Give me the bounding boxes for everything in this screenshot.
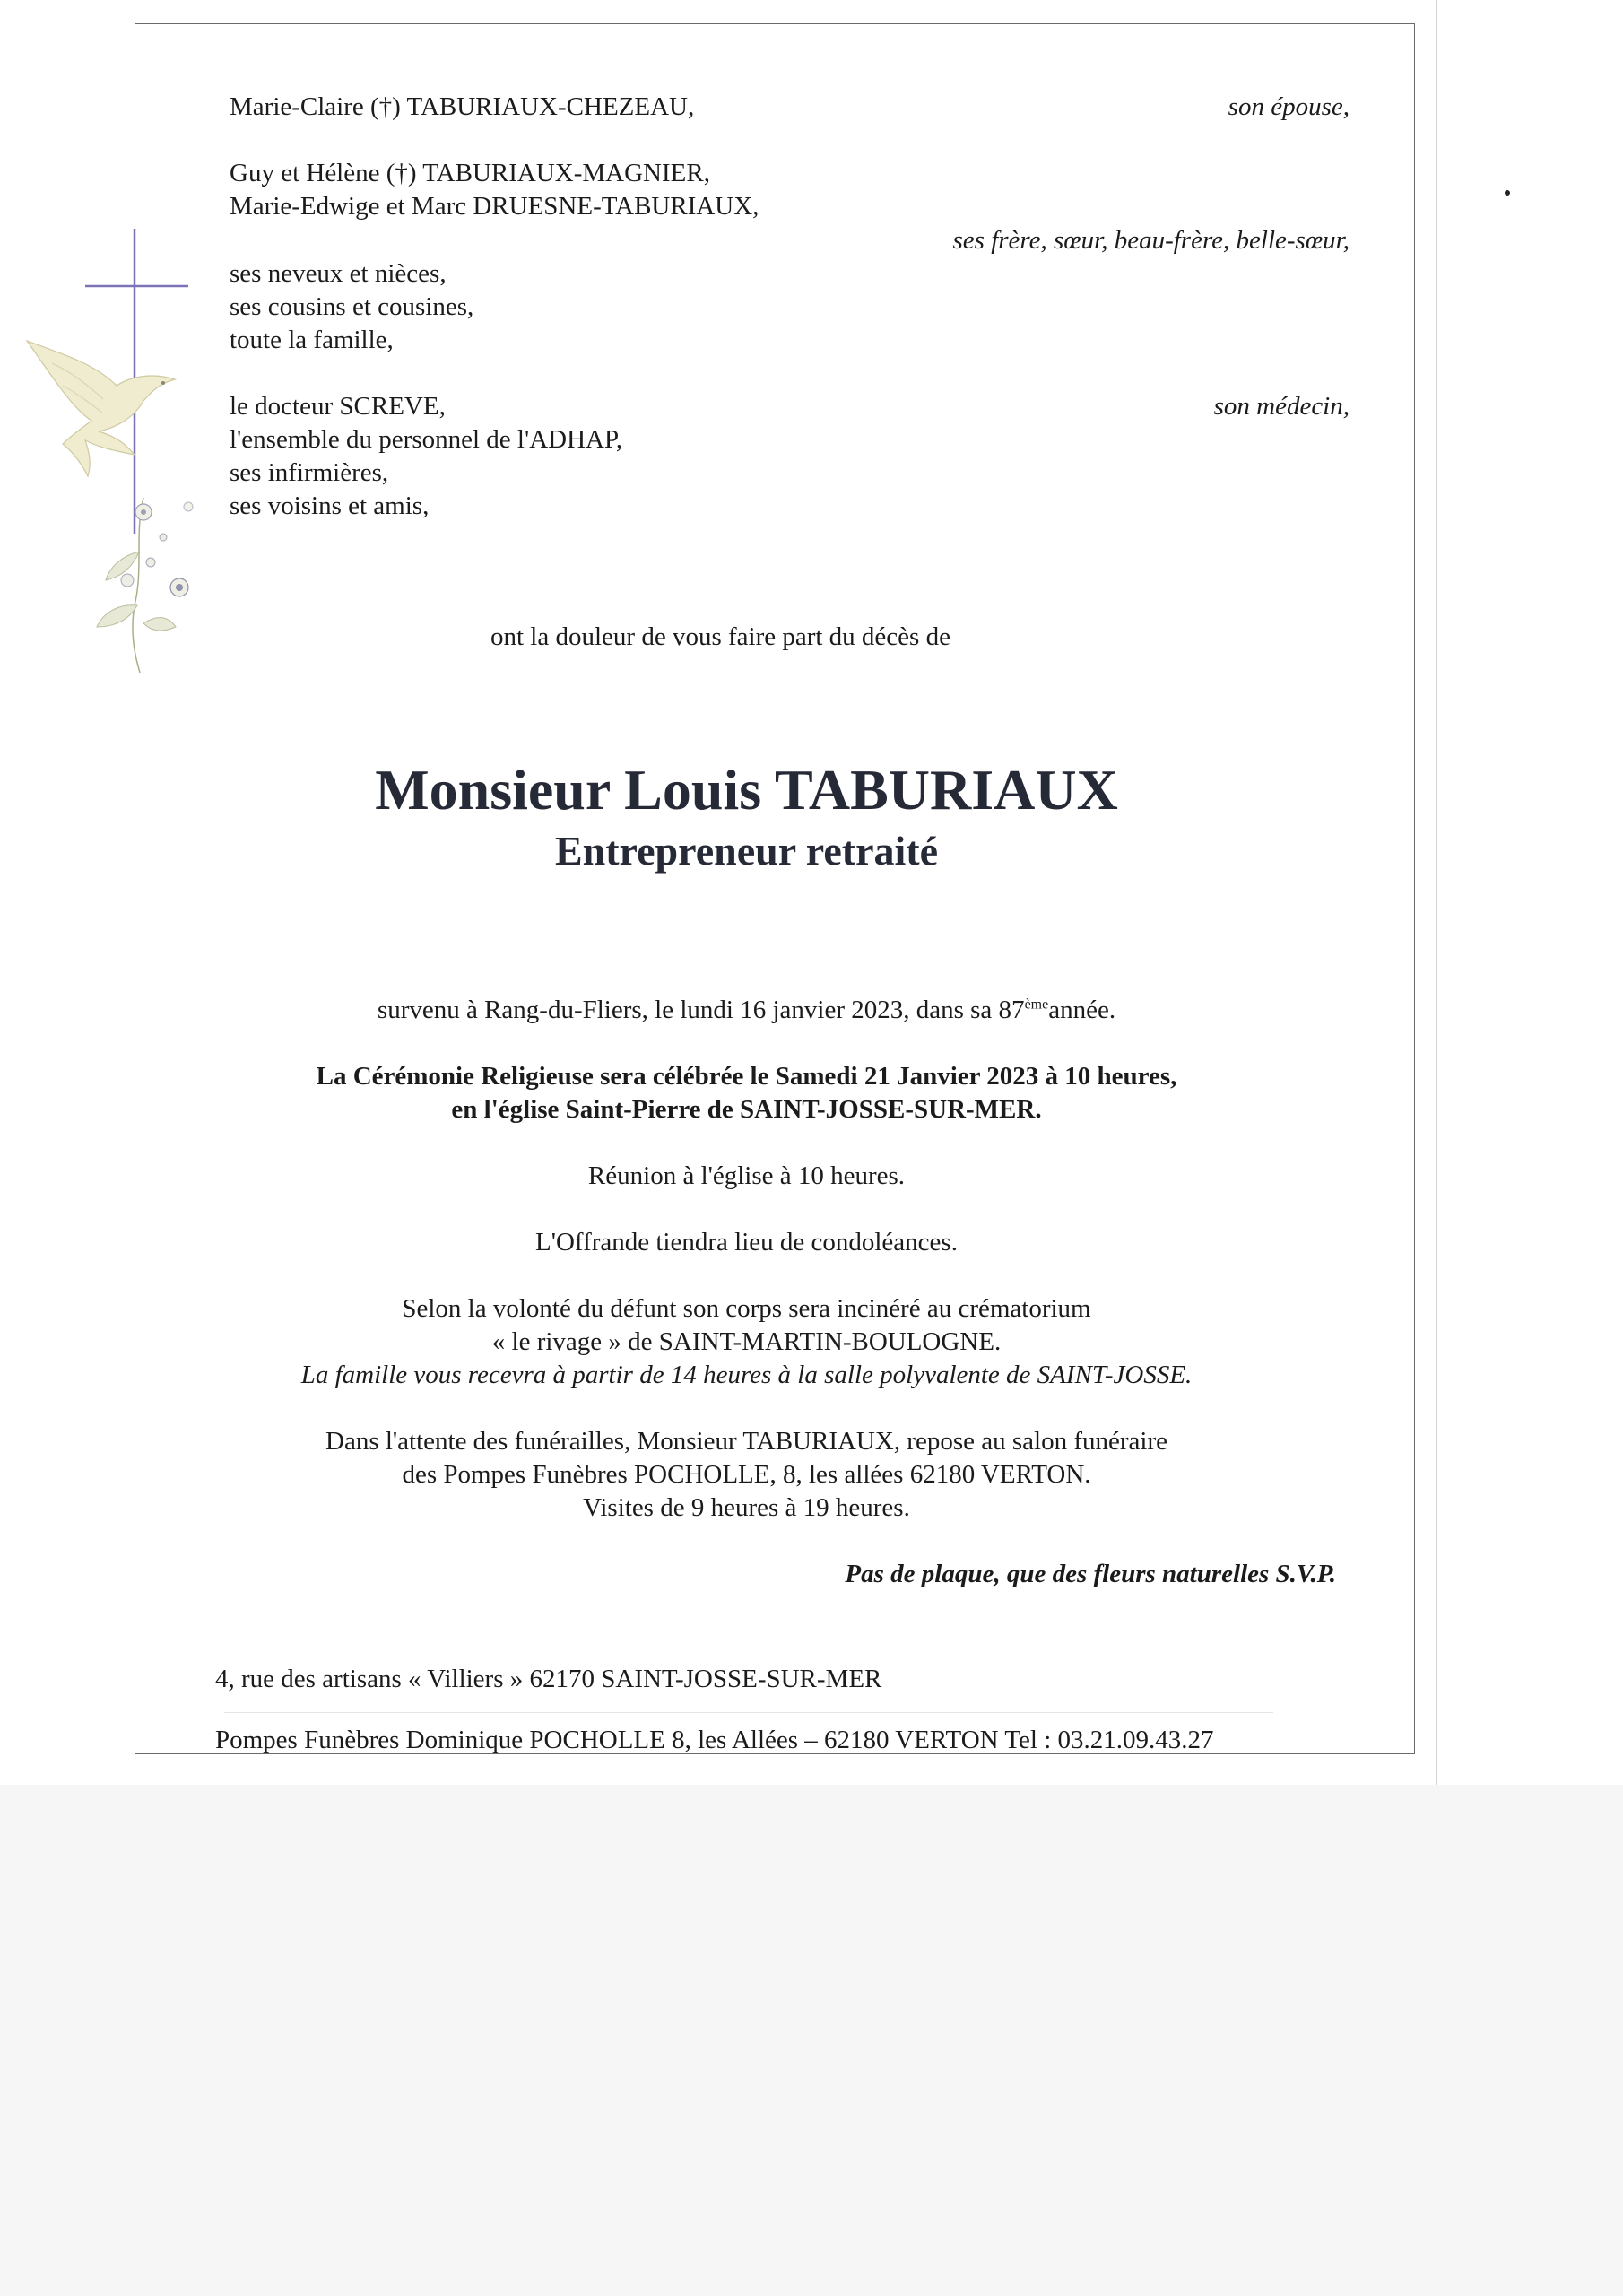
scan-edge-line bbox=[1436, 0, 1437, 1785]
funeral-home-line-2: des Pompes Funèbres POCHOLLE, 8, les allées 62180 VERTON. bbox=[402, 1460, 1091, 1489]
sibling-line-2: Marie-Edwige et Marc DRUESNE-TABURIAUX, bbox=[230, 192, 759, 221]
funeral-home-line-1: Dans l'attente des funérailles, Monsieur TABURIAUX, repose au salon funéraire bbox=[325, 1427, 1167, 1456]
death-text-after: année. bbox=[1048, 996, 1116, 1024]
sibling-line-1: Guy et Hélène (†) TABURIAUX-MAGNIER, bbox=[230, 159, 710, 187]
death-superscript: ème bbox=[1024, 996, 1049, 1013]
deceased-profession: Entrepreneur retraité bbox=[554, 828, 939, 874]
footer-divider bbox=[224, 1712, 1273, 1713]
carer-line-4: ses voisins et amis, bbox=[230, 491, 430, 520]
meeting-note: Réunion à l'église à 10 heures. bbox=[587, 1161, 906, 1190]
cremation-line-3: La famille vous recevra à partir de 14 heures à la salle polyvalente de SAINT-JOSSE. bbox=[300, 1361, 1193, 1389]
ceremony-line-2: en l'église Saint-Pierre de SAINT-JOSSE-SUR-MER. bbox=[451, 1095, 1042, 1124]
relatives-line-2: ses cousins et cousines, bbox=[230, 292, 474, 321]
scan-margin bbox=[0, 1785, 1623, 2296]
spouse-name: Marie-Claire (†) TABURIAUX-CHEZEAU, bbox=[230, 92, 695, 121]
cremation-line-1: Selon la volonté du défunt son corps sera incinéré au crématorium bbox=[402, 1294, 1091, 1323]
deceased-name: Monsieur Louis TABURIAUX bbox=[375, 758, 1118, 822]
carer-line-1: le docteur SCREVE, bbox=[230, 392, 446, 421]
relatives-line-3: toute la famille, bbox=[230, 326, 394, 354]
relatives-line-1: ses neveux et nièces, bbox=[230, 259, 447, 288]
death-details bbox=[135, 994, 1358, 1027]
funeral-home-footer: Pompes Funèbres Dominique POCHOLLE 8, les Allées – 62180 VERTON Tel : 03.21.09.43.27 bbox=[215, 1726, 1214, 1754]
flowers-note: Pas de plaque, que des fleurs naturelles S.V.P. bbox=[845, 1560, 1336, 1588]
scan-speck bbox=[1505, 190, 1510, 196]
family-address: 4, rue des artisans « Villiers » 62170 SAINT-JOSSE-SUR-MER bbox=[215, 1665, 882, 1693]
ceremony-line-1: La Cérémonie Religieuse sera célébrée le Samedi 21 Janvier 2023 à 10 heures, bbox=[316, 1062, 1177, 1091]
cremation-line-2: « le rivage » de SAINT-MARTIN-BOULOGNE. bbox=[491, 1327, 1002, 1356]
spouse-role: son épouse, bbox=[1228, 92, 1350, 121]
death-text: survenu à Rang-du-Fliers, le lundi 16 janvier 2023, dans sa 87 bbox=[377, 996, 1025, 1024]
doctor-role: son médecin, bbox=[1213, 392, 1350, 421]
carer-line-3: ses infirmières, bbox=[230, 458, 389, 487]
carer-line-2: l'ensemble du personnel de l'ADHAP, bbox=[230, 425, 623, 454]
announcement: ont la douleur de vous faire part du décès de bbox=[490, 622, 950, 651]
funeral-home-line-3: Visites de 9 heures à 19 heures. bbox=[583, 1493, 910, 1522]
siblings-role: ses frère, sœur, beau-frère, belle-sœur, bbox=[952, 226, 1350, 255]
offering-note: L'Offrande tiendra lieu de condoléances. bbox=[535, 1228, 958, 1257]
cross-and-dove-icon bbox=[9, 229, 215, 677]
